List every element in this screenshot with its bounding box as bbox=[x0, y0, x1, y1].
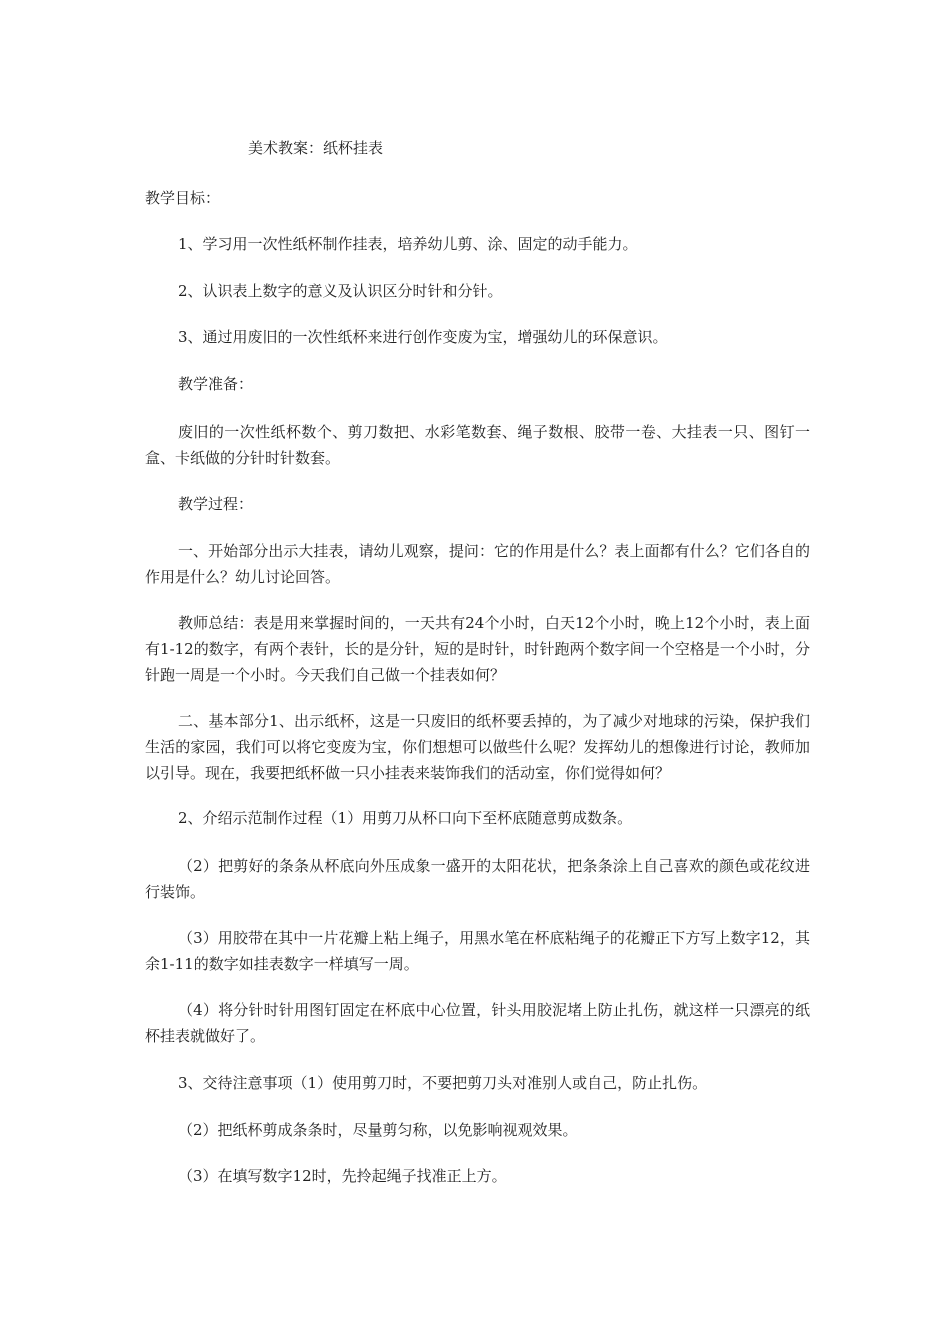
preparation-text: 废旧的一次性纸杯数个、剪刀数把、水彩笔数套、绳子数根、胶带一卷、大挂表一只、图钉一盒、卡纸做的分针时针数套。 bbox=[145, 423, 810, 467]
objective-item-2: 2、认识表上数字的意义及认识区分时针和分针。 bbox=[178, 282, 503, 300]
process-demo-substep-2: （2）把剪好的条条从杯底向外压成象一盛开的太阳花状，把条条涂上自己喜欢的颜色或花纹进行装饰。 bbox=[145, 857, 810, 901]
document-title: 美术教案：纸杯挂表 bbox=[248, 139, 384, 157]
process-heading: 教学过程： bbox=[178, 495, 254, 513]
process-basic-part: 二、基本部分1、出示纸杯，这是一只废旧的纸杯要丢掉的，为了减少对地球的污染，保护我们生活的家园，我们可以将它变废为宝，你们想想可以做些什么呢？发挥幼儿的想像进行讨论，教师加以引导。现在，我要把纸杯做一只小挂表来装饰我们的活动室，你们觉得如何？ bbox=[145, 712, 810, 782]
process-step-intro: 一、开始部分出示大挂表，请幼儿观察，提问：它的作用是什么？表上面都有什么？它们各自的作用是什么？幼儿讨论回答。 bbox=[145, 542, 810, 586]
objective-item-1: 1、学习用一次性纸杯制作挂表，培养幼儿剪、涂、固定的动手能力。 bbox=[178, 235, 638, 253]
process-teacher-summary: 教师总结：表是用来掌握时间的，一天共有24个小时，白天12个小时，晚上12个小时，表上面有1-12的数字，有两个表针，长的是分针，短的是时针，时针跑两个数字间一个空格是一个小时，分针跑一周是一个小时。今天我们自己做一个挂表如何？ bbox=[145, 614, 810, 684]
process-caution-substep-3: （3）在填写数字12时，先拎起绳子找准正上方。 bbox=[178, 1167, 507, 1185]
process-demo-substep-3: （3）用胶带在其中一片花瓣上粘上绳子，用黑水笔在杯底粘绳子的花瓣正下方写上数字12，其余1-11的数字如挂表数字一样填写一周。 bbox=[145, 929, 810, 973]
process-caution-step: 3、交待注意事项（1）使用剪刀时，不要把剪刀头对准别人或自己，防止扎伤。 bbox=[178, 1074, 708, 1092]
process-demo-substep-4: （4）将分针时针用图钉固定在杯底中心位置，针头用胶泥堵上防止扎伤，就这样一只漂亮的纸杯挂表就做好了。 bbox=[145, 1001, 810, 1045]
process-demo-step: 2、介绍示范制作过程（1）用剪刀从杯口向下至杯底随意剪成数条。 bbox=[178, 809, 633, 827]
process-caution-substep-2: （2）把纸杯剪成条条时，尽量剪匀称，以免影响视观效果。 bbox=[178, 1121, 578, 1139]
objectives-heading: 教学目标： bbox=[145, 189, 221, 207]
objective-item-3: 3、通过用废旧的一次性纸杯来进行创作变废为宝，增强幼儿的环保意识。 bbox=[178, 328, 668, 346]
preparation-heading: 教学准备： bbox=[178, 375, 254, 393]
